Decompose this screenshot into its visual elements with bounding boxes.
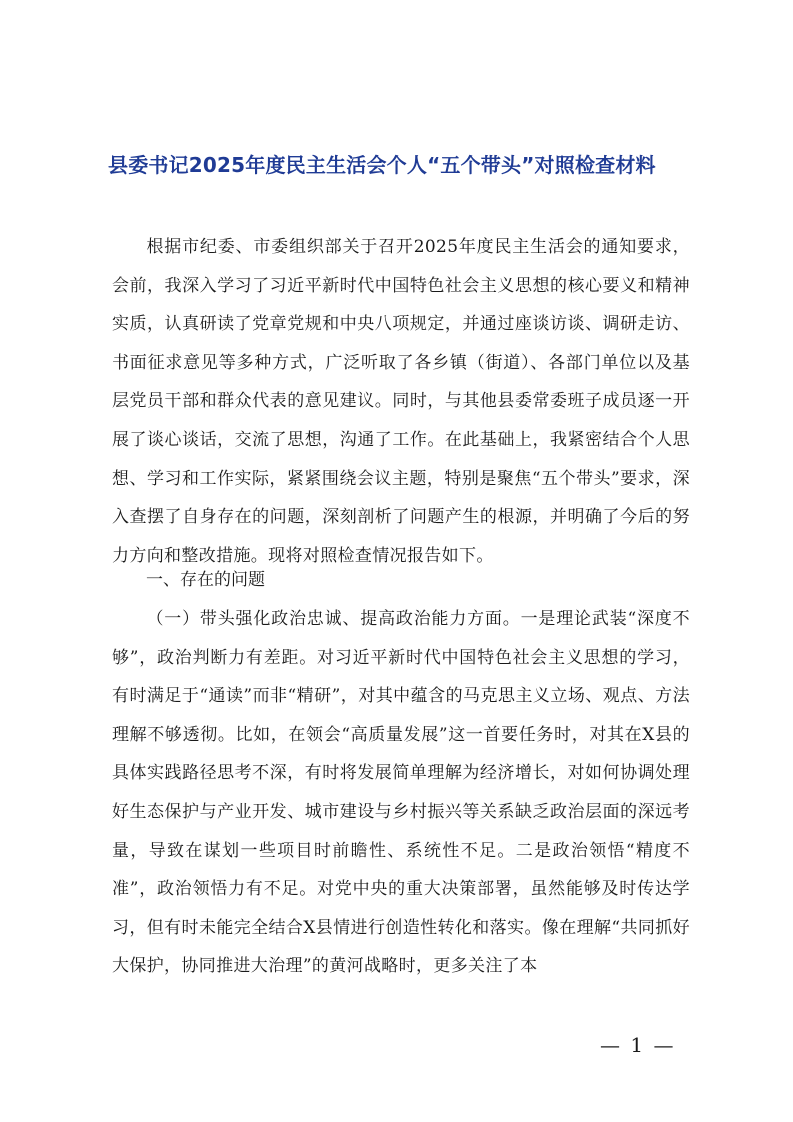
subsection-heading: （一）带头强化政治忠诚、提高政治能力方面。 bbox=[146, 609, 521, 629]
page-number: — 1 — bbox=[600, 1033, 676, 1057]
intro-paragraph bbox=[112, 228, 690, 575]
subsection-paragraph bbox=[112, 600, 690, 986]
section-heading: 一、存在的问题 bbox=[146, 570, 265, 590]
document-title: 县委书记2025年度民主生活会个人“五个带头”对照检查材料 bbox=[108, 153, 656, 177]
subsection-body: 一是理论武装“深度不够”，政治判断力有差距。对习近平新时代中国特色社会主义思想的学习，有时满足于“通读”而非“精研”，对其中蕴含的马克思主义立场、观点、方法理解不够透彻。比如，在领会“高质量发展”这一首要任务时，对其在X县的具体实践路径思考不深，有时将发展简单理解为经济增长，对如何协调处理好生态保护与产业开发、城市建设与乡村振兴等关系缺乏政治层面的深远考量，导致在谋划一些项目时前瞻性、系统性不足。二是政治领悟“精度不准”，政治领悟力有不足。对党中央的重大决策部署，虽然能够及时传达学习，但有时未能完全结合X县情进行创造性转化和落实。像在理解“共同抓好大保护，协同推进大治理”的黄河战略时，更多关注了本 bbox=[112, 609, 690, 977]
intro-text: 根据市纪委、市委组织部关于召开2025年度民主生活会的通知要求，会前，我深入学习了习近平新时代中国特色社会主义思想的核心要义和精神实质，认真研读了党章党规和中央八项规定，并通过座谈访谈、调研走访、书面征求意见等多种方式，广泛听取了各乡镇（街道）、各部门单位以及基层党员干部和群众代表的意见建议。同时，与其他县委常委班子成员逐一开展了谈心谈话，交流了思想，沟通了工作。在此基础上，我紧密结合个人思想、学习和工作实际，紧紧围绕会议主题，特别是聚焦“五个带头”要求，深入查摆了自身存在的问题，深刻剖析了问题产生的根源，并明确了今后的努力方向和整改措施。现将对照检查情况报告如下。 bbox=[112, 237, 690, 566]
